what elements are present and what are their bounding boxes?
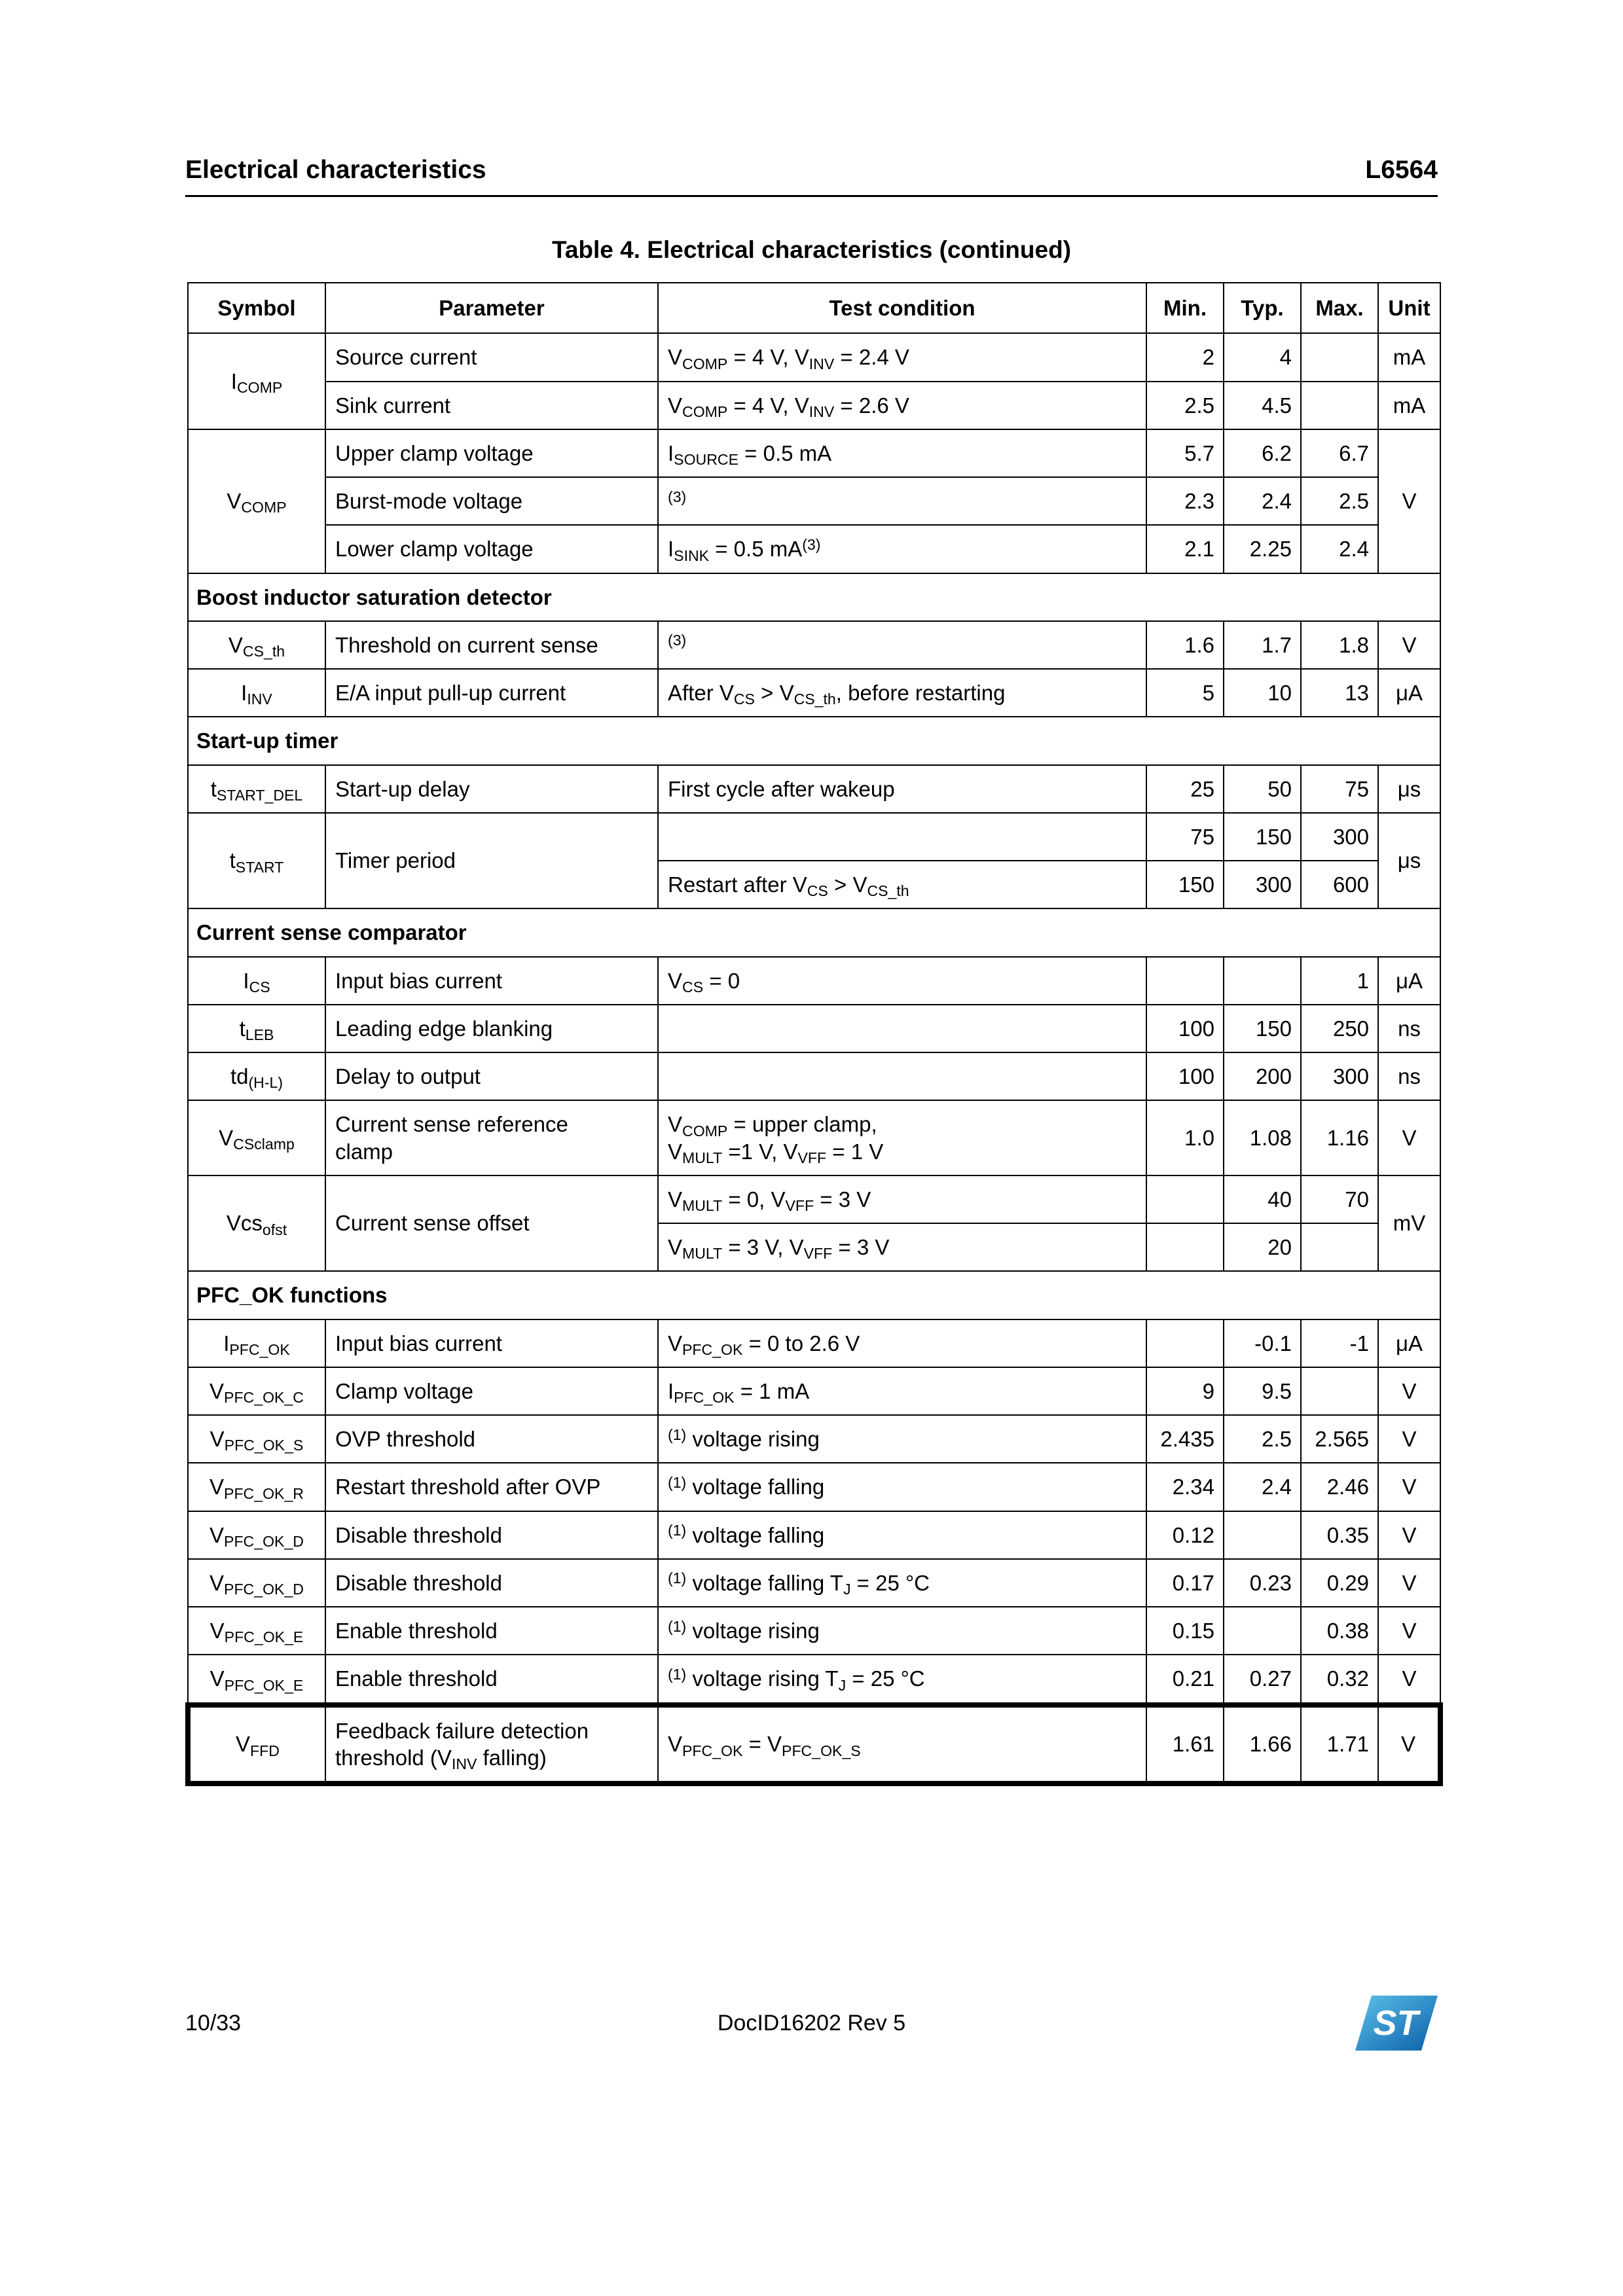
cell-unit: V xyxy=(1378,1415,1440,1463)
cell-symbol: $V_{PFC\_OK\_D}$ xyxy=(188,1511,325,1559)
cell-typ: 1.7 xyxy=(1224,621,1301,669)
cell-parameter: Upper clamp voltage xyxy=(325,429,658,477)
column-header-symbol: Symbol xyxy=(188,283,325,333)
cell-max: 75 xyxy=(1301,765,1378,813)
cell-min: 25 xyxy=(1146,765,1224,813)
cell-parameter: OVP threshold xyxy=(325,1415,658,1463)
cell-symbol: Vcs$_{ofst}$ xyxy=(188,1175,325,1272)
table-row xyxy=(188,1511,1440,1559)
cell-max: 0.35 xyxy=(1301,1511,1378,1559)
table-row xyxy=(188,1463,1440,1511)
st-logo xyxy=(1355,1993,1438,2053)
cell-min: 100 xyxy=(1146,1052,1224,1100)
cell-symbol: $V_{PFC\_OK\_E}$ xyxy=(188,1655,325,1704)
cell-unit: μA xyxy=(1378,669,1440,717)
cell-condition: $^{(1)}$ voltage rising xyxy=(658,1415,1146,1463)
table-row xyxy=(188,1005,1440,1052)
cell-symbol: $V_{CS\_th}$ xyxy=(188,621,325,669)
cell-unit: V xyxy=(1378,1655,1440,1704)
table-row xyxy=(188,1655,1440,1704)
cell-symbol: $I_{COMP}$ xyxy=(188,333,325,429)
cell-min: 2.5 xyxy=(1146,382,1224,429)
column-header-unit: Unit xyxy=(1378,283,1440,333)
cell-parameter: Threshold on current sense xyxy=(325,621,658,669)
cell-max: 2.46 xyxy=(1301,1463,1378,1511)
cell-min: 2 xyxy=(1146,333,1224,381)
cell-unit: ns xyxy=(1378,1005,1440,1052)
table-row xyxy=(188,1100,1440,1175)
cell-condition: $^{(1)}$ voltage falling xyxy=(658,1511,1146,1559)
table-row xyxy=(188,1559,1440,1607)
table-row xyxy=(188,765,1440,813)
cell-min xyxy=(1146,957,1224,1005)
table-title: Table 4. Electrical characteristics (continued) xyxy=(551,236,1072,263)
cell-min: 1.61 xyxy=(1146,1705,1224,1784)
cell-min: 150 xyxy=(1146,861,1224,908)
cell-unit: V xyxy=(1378,1511,1440,1559)
cell-min: 2.435 xyxy=(1146,1415,1224,1463)
cell-min: 1.0 xyxy=(1146,1100,1224,1175)
cell-max: 0.32 xyxy=(1301,1655,1378,1704)
cell-max: 1 xyxy=(1301,957,1378,1005)
cell-parameter: Current sense reference clamp xyxy=(325,1100,658,1175)
cell-typ: 9.5 xyxy=(1224,1367,1301,1415)
table-row xyxy=(188,525,1440,573)
cell-symbol: $V_{PFC\_OK\_C}$ xyxy=(188,1367,325,1415)
cell-parameter: Input bias current xyxy=(325,957,658,1005)
cell-typ: 2.25 xyxy=(1224,525,1301,573)
footer-doc-id: DocID16202 Rev 5 xyxy=(717,2010,906,2036)
cell-parameter: Disable threshold xyxy=(325,1559,658,1607)
cell-parameter: Restart threshold after OVP xyxy=(325,1463,658,1511)
cell-min: 5.7 xyxy=(1146,429,1224,477)
cell-typ: 2.4 xyxy=(1224,477,1301,525)
cell-parameter: Timer period xyxy=(325,813,658,909)
cell-unit: ns xyxy=(1378,1052,1440,1100)
cell-unit: μA xyxy=(1378,1319,1440,1367)
cell-max: 600 xyxy=(1301,861,1378,908)
cell-parameter: Lower clamp voltage xyxy=(325,525,658,573)
cell-typ: 6.2 xyxy=(1224,429,1301,477)
table-row xyxy=(188,1319,1440,1367)
cell-unit: V xyxy=(1378,1463,1440,1511)
cell-typ: 10 xyxy=(1224,669,1301,717)
cell-typ: 40 xyxy=(1224,1175,1301,1223)
cell-typ: 300 xyxy=(1224,861,1301,908)
cell-min xyxy=(1146,1319,1224,1367)
cell-condition: $I_{PFC\_OK} = 1$ mA xyxy=(658,1367,1146,1415)
table-row xyxy=(188,621,1440,669)
cell-parameter: Enable threshold xyxy=(325,1607,658,1655)
electrical-characteristics-table xyxy=(185,282,1443,1786)
section-label: Boost inductor saturation detector xyxy=(188,573,1440,621)
header-section-title: Electrical characteristics xyxy=(185,156,486,184)
cell-condition: Restart after $V_{CS} > V_{CS\_th}$ xyxy=(658,861,1146,908)
cell-typ: 4.5 xyxy=(1224,382,1301,429)
cell-parameter: Burst-mode voltage xyxy=(325,477,658,525)
page-footer xyxy=(185,1984,1438,2062)
column-header-typ: Typ. xyxy=(1224,283,1301,333)
table-row xyxy=(188,429,1440,477)
cell-parameter: Leading edge blanking xyxy=(325,1005,658,1052)
cell-typ xyxy=(1224,957,1301,1005)
cell-condition: $V_{MULT} = 0$, $V_{VFF} = 3$ V xyxy=(658,1175,1146,1223)
cell-condition: $^{(1)}$ voltage rising $T_J = 25$ °C xyxy=(658,1655,1146,1704)
footer-page-number: 10/33 xyxy=(185,2010,242,2036)
cell-condition: (3) xyxy=(658,477,1146,525)
section-label: Current sense comparator xyxy=(188,908,1440,956)
cell-min: 75 xyxy=(1146,813,1224,861)
cell-condition: $V_{PFC\_OK} = V_{PFC\_OK\_S}$ xyxy=(658,1705,1146,1784)
cell-typ: 20 xyxy=(1224,1223,1301,1271)
highlight-row xyxy=(188,1705,1440,1784)
cell-unit: V xyxy=(1378,1367,1440,1415)
cell-condition: $V_{COMP} = 4$ V, $V_{INV} = 2.4$ V xyxy=(658,333,1146,381)
cell-min: 0.21 xyxy=(1146,1655,1224,1704)
cell-parameter: Current sense offset xyxy=(325,1175,658,1272)
cell-condition: $I_{SINK} = 0.5$ $mA^{(3)}$ xyxy=(658,525,1146,573)
cell-min: 5 xyxy=(1146,669,1224,717)
cell-symbol: $td_{(H-L)}$ xyxy=(188,1052,325,1100)
section-label: PFC_OK functions xyxy=(188,1271,1440,1319)
table-row xyxy=(188,477,1440,525)
cell-min xyxy=(1146,1175,1224,1223)
cell-max: 6.7 xyxy=(1301,429,1378,477)
section-row xyxy=(188,908,1440,956)
table-row xyxy=(188,1607,1440,1655)
cell-condition: $V_{MULT} = 3$ V, $V_{VFF} = 3$ V xyxy=(658,1223,1146,1271)
cell-parameter: Enable threshold xyxy=(325,1655,658,1704)
cell-min: 9 xyxy=(1146,1367,1224,1415)
cell-unit: mA xyxy=(1378,382,1440,429)
cell-condition: $V_{COMP} = 4$ V, $V_{INV} = 2.6$ V xyxy=(658,382,1146,429)
cell-parameter: Input bias current xyxy=(325,1319,658,1367)
page-content xyxy=(185,156,1438,1786)
section-row xyxy=(188,717,1440,764)
cell-min: 2.1 xyxy=(1146,525,1224,573)
cell-typ: 200 xyxy=(1224,1052,1301,1100)
cell-typ: 0.23 xyxy=(1224,1559,1301,1607)
cell-typ: 2.5 xyxy=(1224,1415,1301,1463)
header-doc-number: L6564 xyxy=(1365,156,1438,184)
cell-max: 0.38 xyxy=(1301,1607,1378,1655)
cell-max xyxy=(1301,333,1378,381)
cell-typ: 0.27 xyxy=(1224,1655,1301,1704)
cell-parameter: E/A input pull-up current xyxy=(325,669,658,717)
cell-unit: V xyxy=(1378,1705,1440,1784)
cell-max: 250 xyxy=(1301,1005,1378,1052)
cell-symbol: $V_{COMP}$ xyxy=(188,429,325,573)
cell-symbol: $t_{START}$ xyxy=(188,813,325,909)
cell-symbol: $V_{CSclamp}$ xyxy=(188,1100,325,1175)
cell-max: 300 xyxy=(1301,1052,1378,1100)
cell-symbol: $V_{PFC\_OK\_S}$ xyxy=(188,1415,325,1463)
cell-max: 300 xyxy=(1301,813,1378,861)
cell-typ: 150 xyxy=(1224,813,1301,861)
page-header xyxy=(185,156,1438,197)
column-header-max: Max. xyxy=(1301,283,1378,333)
table-row xyxy=(188,957,1440,1005)
cell-unit: V xyxy=(1378,429,1440,573)
column-header-min: Min. xyxy=(1146,283,1224,333)
cell-condition: $I_{SOURCE} = 0.5$ mA xyxy=(658,429,1146,477)
cell-parameter: Clamp voltage xyxy=(325,1367,658,1415)
cell-max xyxy=(1301,1223,1378,1271)
cell-condition: $^{(1)}$ voltage falling xyxy=(658,1463,1146,1511)
cell-unit: μs xyxy=(1378,813,1440,909)
cell-parameter: Sink current xyxy=(325,382,658,429)
cell-parameter: Start-up delay xyxy=(325,765,658,813)
cell-condition: $V_{COMP}$ = upper clamp, $V_{MULT} =1$ V, $V_{VFF} = 1$ V xyxy=(658,1100,1146,1175)
cell-min: 0.12 xyxy=(1146,1511,1224,1559)
cell-condition: (3) xyxy=(658,621,1146,669)
cell-condition: $^{(1)}$ voltage falling $T_J = 25$ °C xyxy=(658,1559,1146,1607)
cell-max: 70 xyxy=(1301,1175,1378,1223)
cell-typ: 150 xyxy=(1224,1005,1301,1052)
cell-typ: 4 xyxy=(1224,333,1301,381)
cell-parameter: Feedback failure detection threshold ($V_{INV}$ falling) xyxy=(325,1705,658,1784)
cell-symbol: $V_{PFC\_OK\_E}$ xyxy=(188,1607,325,1655)
cell-unit: mA xyxy=(1378,333,1440,381)
table-row xyxy=(188,813,1440,861)
table-row xyxy=(188,333,1440,381)
cell-condition: After $V_{CS} > V_{CS\_th}$, before restarting xyxy=(658,669,1146,717)
cell-typ xyxy=(1224,1511,1301,1559)
table-row xyxy=(188,1175,1440,1223)
cell-min xyxy=(1146,1223,1224,1271)
cell-unit: V xyxy=(1378,1607,1440,1655)
cell-max xyxy=(1301,382,1378,429)
table-body xyxy=(188,333,1440,1784)
table-row xyxy=(188,1052,1440,1100)
table-row xyxy=(188,1367,1440,1415)
cell-max: 2.4 xyxy=(1301,525,1378,573)
cell-max: -1 xyxy=(1301,1319,1378,1367)
cell-unit: V xyxy=(1378,1559,1440,1607)
cell-typ: 1.66 xyxy=(1224,1705,1301,1784)
cell-symbol: $V_{PFC\_OK\_R}$ xyxy=(188,1463,325,1511)
cell-typ: 50 xyxy=(1224,765,1301,813)
cell-condition xyxy=(658,813,1146,861)
column-header-parameter: Parameter xyxy=(325,283,658,333)
cell-min: 100 xyxy=(1146,1005,1224,1052)
cell-symbol: $t_{LEB}$ xyxy=(188,1005,325,1052)
cell-unit: mV xyxy=(1378,1175,1440,1272)
cell-min: 1.6 xyxy=(1146,621,1224,669)
cell-typ: 1.08 xyxy=(1224,1100,1301,1175)
cell-parameter: Source current xyxy=(325,333,658,381)
cell-max: 2.565 xyxy=(1301,1415,1378,1463)
cell-min: 0.17 xyxy=(1146,1559,1224,1607)
section-row xyxy=(188,573,1440,621)
cell-symbol: $I_{PFC\_OK}$ xyxy=(188,1319,325,1367)
cell-unit: μs xyxy=(1378,765,1440,813)
section-row xyxy=(188,1271,1440,1319)
cell-symbol: $I_{INV}$ xyxy=(188,669,325,717)
cell-condition: $V_{PFC\_OK} = 0$ to 2.6 V xyxy=(658,1319,1146,1367)
cell-symbol: $I_{CS}$ xyxy=(188,957,325,1005)
cell-min: 2.3 xyxy=(1146,477,1224,525)
cell-symbol: $t_{START\_DEL}$ xyxy=(188,765,325,813)
cell-symbol: $V_{PFC\_OK\_D}$ xyxy=(188,1559,325,1607)
cell-max: 1.16 xyxy=(1301,1100,1378,1175)
cell-typ: -0.1 xyxy=(1224,1319,1301,1367)
cell-typ: 2.4 xyxy=(1224,1463,1301,1511)
cell-unit: V xyxy=(1378,1100,1440,1175)
cell-max: 0.29 xyxy=(1301,1559,1378,1607)
cell-max: 1.8 xyxy=(1301,621,1378,669)
st-logo-text: ST xyxy=(1373,2003,1419,2043)
table-header-row xyxy=(188,283,1440,333)
table-row xyxy=(188,1415,1440,1463)
cell-parameter: Disable threshold xyxy=(325,1511,658,1559)
cell-typ xyxy=(1224,1607,1301,1655)
cell-max: 2.5 xyxy=(1301,477,1378,525)
cell-unit: μA xyxy=(1378,957,1440,1005)
column-header-condition: Test condition xyxy=(658,283,1146,333)
cell-min: 2.34 xyxy=(1146,1463,1224,1511)
cell-max: 13 xyxy=(1301,669,1378,717)
cell-unit: V xyxy=(1378,621,1440,669)
table-row xyxy=(188,382,1440,429)
table-row xyxy=(188,669,1440,717)
section-label: Start-up timer xyxy=(188,717,1440,764)
cell-max: 1.71 xyxy=(1301,1705,1378,1784)
cell-max xyxy=(1301,1367,1378,1415)
cell-condition xyxy=(658,1052,1146,1100)
cell-condition: First cycle after wakeup xyxy=(658,765,1146,813)
cell-condition: $V_{CS} = 0$ xyxy=(658,957,1146,1005)
cell-condition: $^{(1)}$ voltage rising xyxy=(658,1607,1146,1655)
cell-condition xyxy=(658,1005,1146,1052)
cell-symbol: $V_{FFD}$ xyxy=(188,1705,325,1784)
cell-parameter: Delay to output xyxy=(325,1052,658,1100)
cell-min: 0.15 xyxy=(1146,1607,1224,1655)
